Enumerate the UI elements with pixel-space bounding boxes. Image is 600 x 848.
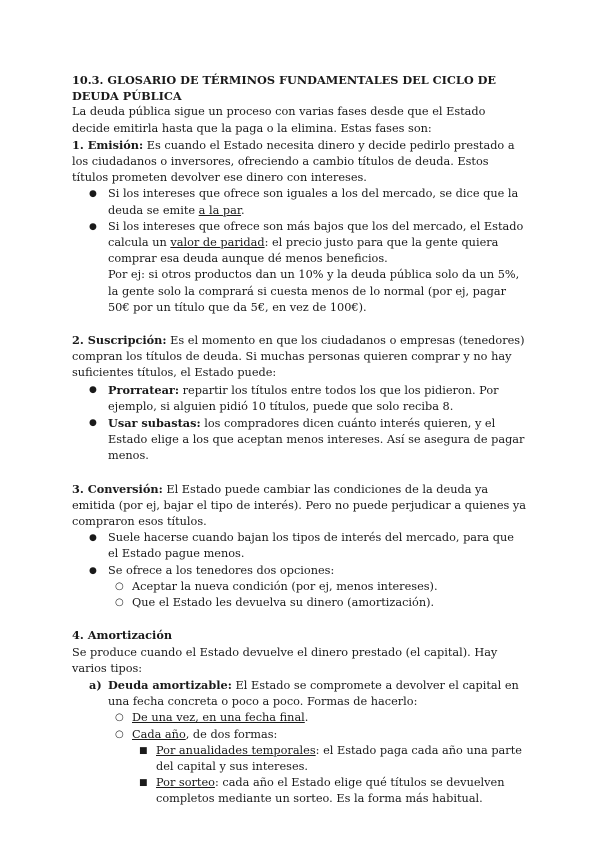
list-item: ■ Por anualidades temporales: el Estado paga cada año una parte del capital y sus intereses. [139, 743, 522, 773]
circle-bullet-icon: ○ [115, 597, 124, 609]
section-suscripcion-text: Es el momento en que los ciudadanos o empresas (tenedores) compran los títulos de deuda. Si muchas personas quieren comprar y no hay suficientes títulos, el Estado puede: [72, 334, 525, 380]
section-emision-heading: 1. Emisión: [72, 137, 144, 152]
section-emision [72, 137, 526, 187]
list-item: ■ Por sorteo: cada año el Estado elige qué títulos se devuelven completos mediante un sorteo. Es la forma más habitual. [139, 776, 505, 806]
intro-paragraph: La deuda pública sigue un proceso con varias fases desde que el Estado decide emitirla hasta que la paga o la elimina. Estas fases son: [72, 105, 486, 135]
example-paragraph: Por ej: si otros productos dan un 10% y la deuda pública solo da un 5%, la gente solo la comprará si cuesta menos de lo normal (por ej, pagar 50€ por un título que da 5€, en vez de 100€). [108, 268, 520, 314]
bullet-icon: ● [89, 221, 97, 232]
bullet-icon: ● [89, 533, 97, 544]
section-amortizacion-text: Se produce cuando el Estado devuelve el dinero prestado (el capital). Hay varios tipos: [72, 645, 498, 675]
list-item: ● Si los intereses que ofrece son más bajos que los del mercado, el Estado calcula un valor de paridad: el precio justo para que la gente quiera comprar esa deuda aunque dé menos beneficios. Por ej: si otros productos dan un 10% y la deuda pública solo da un 5%, la gente solo la comprará si cuesta menos de lo normal (por ej, pagar 50€ por un título que da 5€, en vez de 100€). [108, 219, 526, 316]
list-item: ● Prorratear: repartir los títulos entre todos los que los pidieron. Por ejemplo, si alguien pidió 10 títulos, puede que solo reciba 8. [89, 382, 499, 413]
bullet-icon: ● [89, 418, 97, 429]
amortizacion-forms-list [108, 710, 526, 807]
section-emision-text: Es cuando el Estado necesita dinero y decide pedirlo prestado a los ciudadanos o inversores, ofreciendo a cambio títulos de deuda. Estos títulos prometen devolver ese dinero con intereses. [72, 138, 515, 185]
list-item: ● Suele hacerse cuando bajan los tipos de interés del mercado, para que el Estado pague menos. [89, 531, 514, 561]
section-conversion [72, 481, 526, 531]
bullet-icon: ● [89, 189, 97, 200]
emision-list [72, 186, 526, 316]
list-item: ○ Aceptar la nueva condición (por ej, menos intereses). [132, 579, 526, 595]
list-item: ● Usar subastas: los compradores dicen cuánto interés quieren, y el Estado elige a los que aceptan menos intereses. Así se asegura de pagar menos. [89, 416, 525, 463]
circle-bullet-icon: ○ [115, 728, 124, 740]
section-amortizacion [72, 627, 526, 644]
section-conversion-text: El Estado puede cambiar las condiciones de la deuda ya emitida (por ej, bajar el tipo de interés). Pero no puede perjudicar a quienes ya compraron esos títulos. [72, 482, 527, 529]
suscripcion-list [72, 382, 526, 465]
list-item: ● Si los intereses que ofrece son iguales a los del mercado, se dice que la deuda se emite a la par. [89, 187, 519, 217]
list-item: a) Deuda amortizable: El Estado se compromete a devolver el capital en una fecha concreta o poco a poco. Formas de hacerlo: ○ De una vez, en una fecha final. ○ Cada año, de dos formas: ■ Por anualidades temporales: el Estado paga cada año una parte del capital y sus intereses. ■ Por sorteo: cada año el Estado elige qué títulos se devuelven completos mediante un sorteo. Es la forma más habitual. [108, 677, 526, 808]
section-suscripcion [72, 332, 526, 382]
square-bullet-icon: ■ [139, 778, 148, 789]
list-item: ○ De una vez, en una fecha final. [132, 710, 526, 726]
list-item: ○ Que el Estado les devuelva su dinero (amortización). [132, 595, 526, 611]
bullet-icon: ● [89, 384, 97, 395]
section-conversion-heading: 3. Conversión: [72, 481, 163, 496]
term-a-la-par: a la par [198, 203, 242, 217]
page-title: 10.3. GLOSARIO DE TÉRMINOS FUNDAMENTALES DEL CICLO DE DEUDA PÚBLICA [72, 73, 497, 104]
circle-bullet-icon: ○ [115, 580, 124, 592]
section-amortizacion-heading: 4. Amortización [72, 628, 173, 643]
section-suscripcion-heading: 2. Suscripción: [72, 333, 167, 348]
conversion-list [72, 530, 526, 611]
bullet-icon: ● [89, 565, 97, 576]
square-bullet-icon: ■ [139, 745, 148, 756]
list-item: ○ Cada año, de dos formas: ■ Por anualidades temporales: el Estado paga cada año una parte del capital y sus intereses. ■ Por sorteo: cada año el Estado elige qué títulos se devuelven completos mediante un sorteo. Es la forma más habitual. [132, 727, 526, 808]
yearly-forms-list [132, 743, 526, 808]
list-item: ● Se ofrece a los tenedores dos opciones: ○ Aceptar la nueva condición (por ej, menos intereses). ○ Que el Estado les devuelva su dinero (amortización). [108, 563, 526, 612]
amortizacion-list [72, 677, 526, 808]
list-marker: a) [89, 677, 102, 692]
term-valor-de-paridad: valor de paridad [170, 236, 265, 250]
options-list [108, 579, 526, 611]
circle-bullet-icon: ○ [115, 712, 124, 724]
